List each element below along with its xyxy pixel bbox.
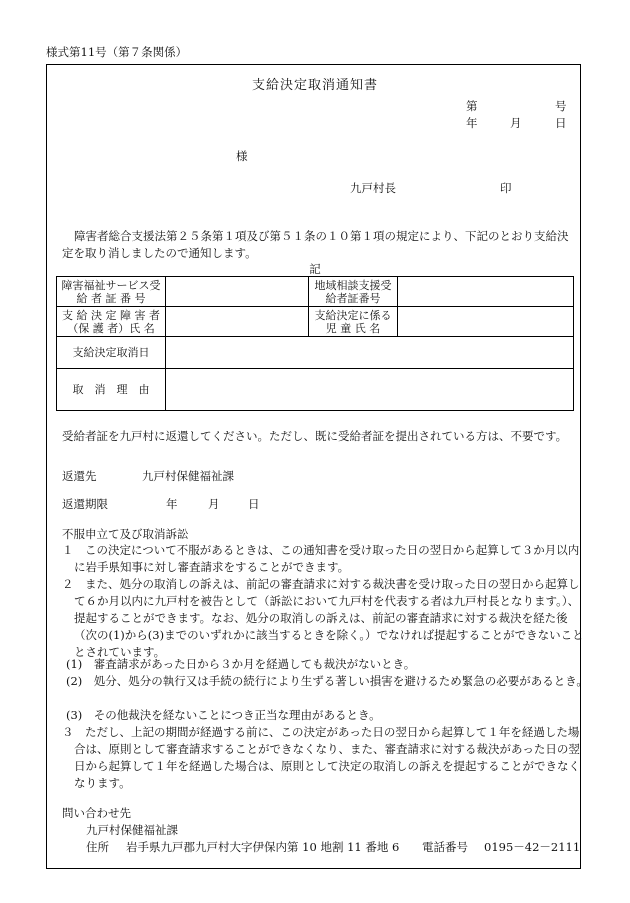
cancel-reason-value (166, 369, 574, 411)
cancel-date-value (166, 337, 574, 369)
date-year: 年 (466, 116, 478, 130)
appeal-sub-3: (3) その他裁決を経ないことにつき正当な理由があるとき。 (66, 708, 381, 722)
addressee-suffix: 様 (236, 149, 248, 163)
contact-heading: 問い合わせ先 (62, 806, 131, 820)
regional-certificate-number-value (398, 277, 574, 307)
appeal-item-3: ３ ただし、上記の期間が経過する前に、この決定があった日の翌日から起算して１年を経過した場合は、原則として審査請求することができなくなり、また、審査請求に対する裁決があった日の翌日から起算して１年を経過した場合は、原則として決定の取消しの訴えを提起することができなくなります。 (62, 725, 580, 790)
appeal-sub-1: (1) 審査請求があった日から３か月を経過しても裁決がないとき。 (66, 657, 416, 671)
contact-address: 岩手県九戸郡九戸村大字伊保内第 10 地割 11 番地 6 (126, 840, 400, 854)
info-table (56, 276, 574, 411)
service-certificate-number-value (166, 277, 309, 307)
issuer-seal: 印 (500, 181, 512, 195)
appeal-sub-2: (2) 処分、処分の執行又は手続の続行により生ずる著しい損害を避けるため緊急の必要があるとき。 (66, 674, 588, 688)
contact-address-label: 住所 (86, 840, 109, 854)
child-name-value (398, 307, 574, 337)
document-title: 支給決定取消通知書 (251, 78, 378, 93)
return-notice: 受給者証を九戸村に返還してください。ただし、既に受給者証を提出されている方は、不要です。 (62, 429, 568, 443)
date-month: 月 (510, 116, 522, 130)
form-number-label: 様式第11号（第７条関係） (46, 45, 188, 59)
ki-label: 記 (309, 262, 321, 276)
cancel-reason-label: 取 消 理 由 (57, 369, 166, 411)
issuer-name: 九戸村長 (350, 181, 396, 195)
service-certificate-number-label: 障害福祉サービス受 給 者 証 番 号 (57, 277, 166, 307)
return-deadline-month: 月 (208, 497, 220, 511)
return-deadline-day: 日 (248, 497, 260, 511)
return-deadline-year: 年 (166, 497, 178, 511)
regional-certificate-number-label: 地域相談支援受給者証番号 (309, 277, 398, 307)
appeal-item-1: １ この決定について不服があるときは、この通知書を受け取った日の翌日から起算して３か月以内に岩手県知事に対し審査請求をすることができます。 (62, 543, 580, 574)
return-destination-value: 九戸村保健福祉課 (142, 469, 234, 483)
appeal-heading: 不服申立て及び取消訴訟 (62, 527, 189, 541)
contact-phone: 0195－42－2111 (484, 840, 581, 854)
cancel-date-label: 支給決定取消日 (57, 337, 166, 369)
return-destination-label: 返還先 (62, 469, 97, 483)
number-dai: 第 (466, 99, 478, 113)
date-day: 日 (555, 116, 567, 130)
contact-phone-label: 電話番号 (422, 840, 468, 854)
intro-paragraph: 障害者総合支援法第２５条第１項及び第５１条の１０第１項の規定により、下記のとおり支給決定を取り消しましたので通知します。 (62, 229, 569, 260)
contact-department: 九戸村保健福祉課 (86, 823, 178, 837)
return-deadline-label: 返還期限 (62, 497, 108, 511)
recipient-name-value (166, 307, 309, 337)
number-go: 号 (555, 99, 567, 113)
recipient-name-label: 支 給 決 定 障 害 者（保 護 者）氏 名 (57, 307, 166, 337)
child-name-label: 支給決定に係る児 童 氏 名 (309, 307, 398, 337)
appeal-item-2: ２ また、処分の取消しの訴えは、前記の審査請求に対する裁決書を受け取った日の翌日から起算して６か月以内に九戸村を被告として（訴訟において九戸村を代表する者は九戸村長となります。）、提起することができます。なお、処分の取消しの訴えは、前記の審査請求に対する裁決を経た後（次の(1)から(3)までのいずれかに該当するときを除く。）でなければ提起することができないこととされています。 (62, 577, 584, 659)
